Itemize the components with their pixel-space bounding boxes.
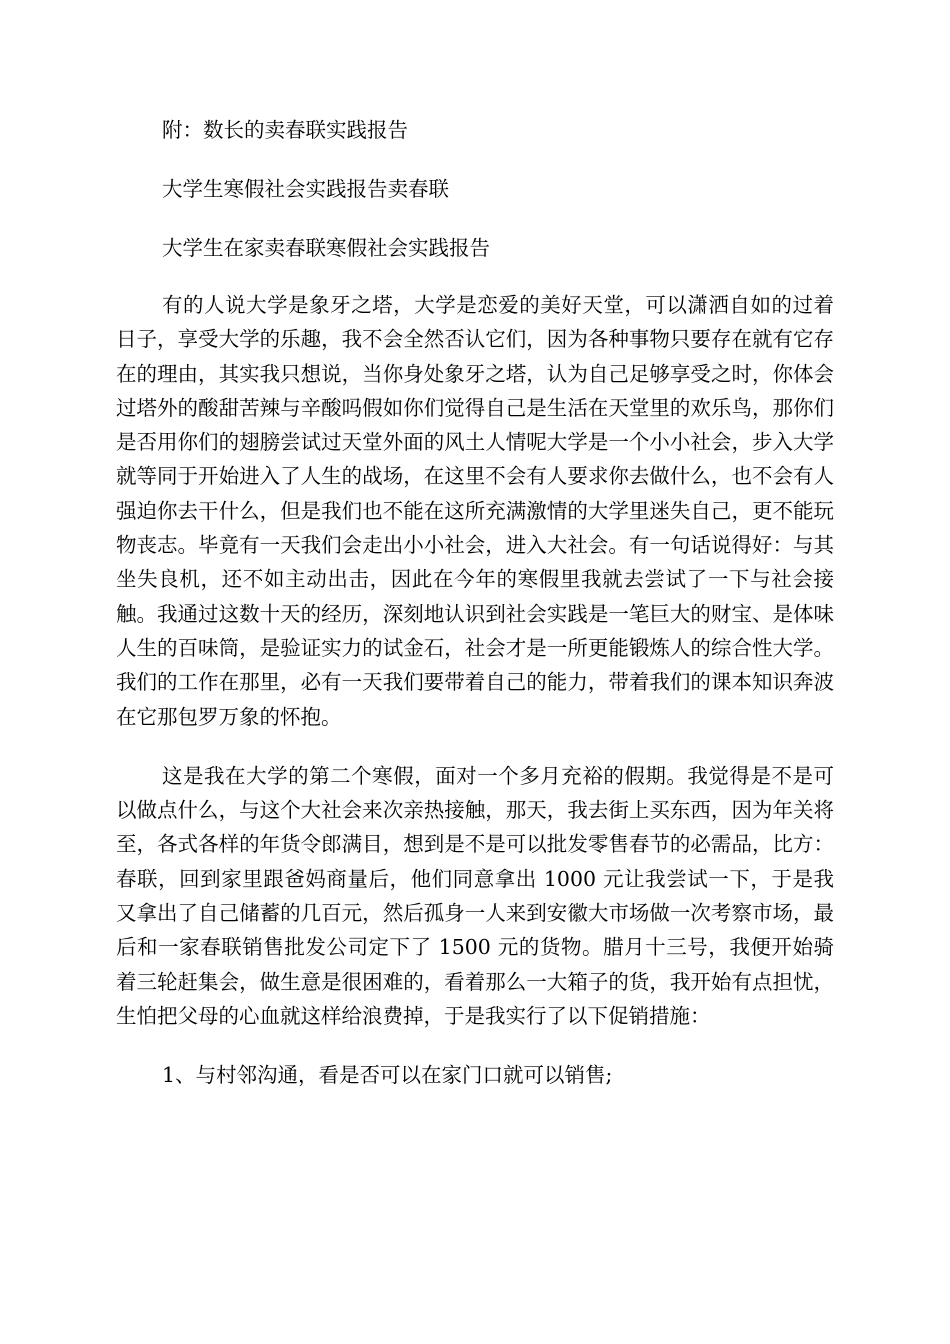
heading-appendix-title: 附：数长的卖春联实践报告 bbox=[162, 118, 408, 142]
list-item-promotion-1: 1、与村邻沟通，看是否可以在家门口就可以销售; bbox=[162, 1063, 613, 1088]
document-page bbox=[116, 113, 834, 1093]
heading-report-title: 大学生寒假社会实践报告卖春联 bbox=[162, 177, 449, 201]
heading-report-subtitle: 大学生在家卖春联寒假社会实践报告 bbox=[162, 236, 490, 260]
body-paragraph-winter-break: 这是我在大学的第二个寒假，面对一个多月充裕的假期。我觉得是不是可以做点什么，与这个大社会来次亲热接触，那天，我去街上买东西，因为年关将至，各式各样的年货令郎满目，想到是不是可以批发零售春节的必需品，比方：春联，回到家里跟爸妈商量后，他们同意拿出 1000 元让我尝试一下，于是我又拿出了自己储蓄的几百元，然后孤身一人来到安徽大市场做一次考察市场，最后和一家春联销售批发公司定下了 1500 元的货物。腊月十三号，我便开始骑着三轮赶集会，做生意是很困难的，看着那么一大箱子的货，我开始有点担忧，生怕把父母的心血就这样给浪费掉，于是我实行了以下促销措施： bbox=[116, 763, 834, 1028]
body-paragraph-intro: 有的人说大学是象牙之塔，大学是恋爱的美好天堂，可以潇洒自如的过着日子，享受大学的乐趣，我不会全然否认它们，因为各种事物只要存在就有它存在的理由，其实我只想说，当你身处象牙之塔，认为自己足够享受之时，你体会过塔外的酸甜苦辣与辛酸吗假如你们觉得自己是生活在天堂里的欢乐鸟，那你们是否用你们的翅膀尝试过天堂外面的风土人情呢大学是一个小小社会，步入大学就等同于开始进入了人生的战场，在这里不会有人要求你去做什么，也不会有人强迫你去干什么，但是我们也不能在这所充满激情的大学里迷失自己，更不能玩物丧志。毕竟有一天我们会走出小小社会，进入大社会。有一句话说得好：与其坐失良机，还不如主动出击，因此在今年的寒假里我就去尝试了一下与社会接触。我通过这数十天的经历，深刻地认识到社会实践是一笔巨大的财宝、是体味人生的百味筒，是验证实力的试金石，社会才是一所更能锻炼人的综合性大学。我们的工作在那里，必有一天我们要带着自己的能力，带着我们的课本知识奔波在它那包罗万象的怀抱。 bbox=[116, 293, 834, 729]
